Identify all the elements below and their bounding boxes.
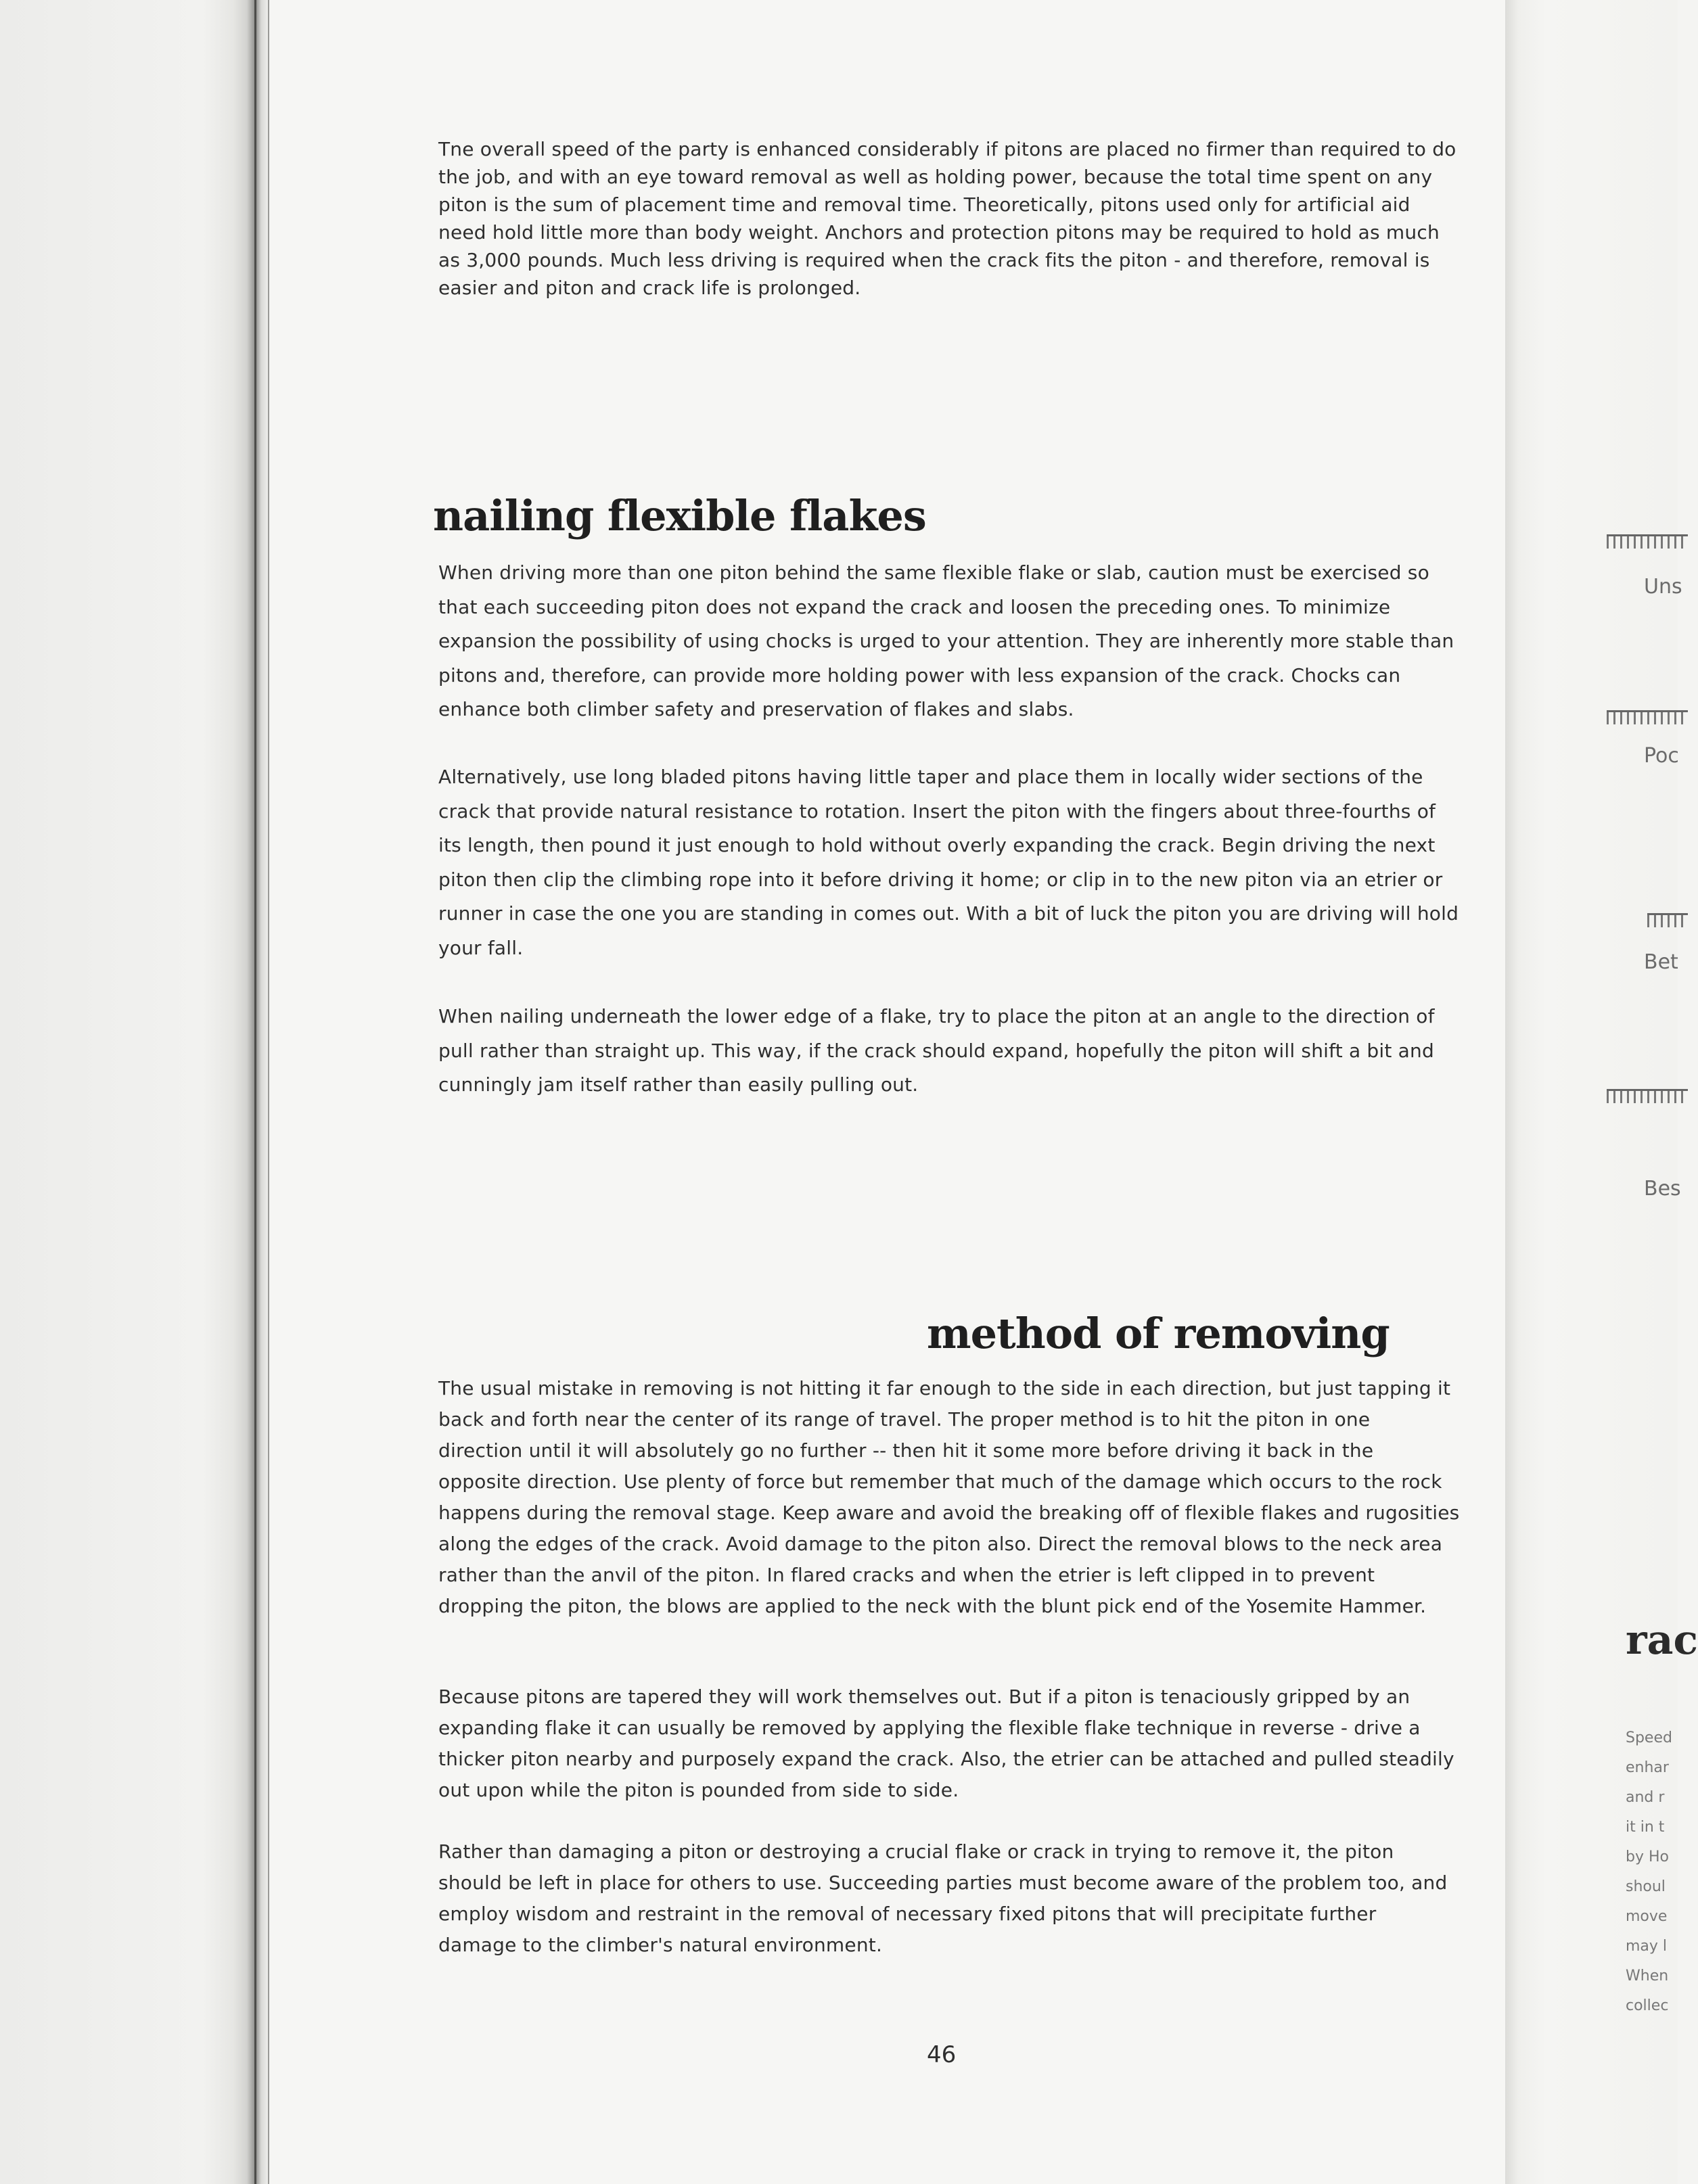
section-heading-method-of-removing: method of removing [927, 1309, 1390, 1358]
adjacent-heading: rac [1626, 1617, 1698, 1664]
adjacent-text-line: collec [1626, 1997, 1669, 2014]
body-paragraph: When nailing underneath the lower edge of a flake, try to place the piton at an angle to the direction of pull rather than straight up. This way, if the crack should expand, hopefully the piton will shift a bit and cunningly jam itself rather than easily pulling out. [438, 1005, 1435, 1096]
adjacent-text [1626, 1723, 1680, 2021]
adjacent-label: Uns [1644, 575, 1682, 599]
piton-diagram [1607, 534, 1688, 563]
intro-paragraph: Tne overall speed of the party is enhanced considerably if pitons are placed no firmer than required to do the job, and with an eye toward removal as well as holding power, because the total time spent on any piton is the sum of placement time and removal time. Theoretically, pitons used only for artificial aid need hold little more than body weight. Anchors and protection pitons may be required to hold as much as 3,000 pounds. Much less driving is required when the crack fits the piton - and therefore, removal is easier and piton and crack life is prolonged. [438, 138, 1456, 299]
body-paragraph: Alternatively, use long bladed pitons having little taper and place them in locally wider sections of the crack that provide natural resistance to rotation. Insert the piton with the fingers about three-fourths of its length, then pound it just enough to hold without overly expanding the crack. Begin driving the next piton then clip the climbing rope into it before driving it home; or clip in to the new piton via an etrier or runner in case the one you are standing in comes out. With a bit of luck the piton you are driving will hold your fall. [438, 766, 1459, 959]
binding-edge-line [254, 0, 256, 2184]
piton-diagram [1607, 1089, 1688, 1118]
body-paragraph: Rather than damaging a piton or destroying a crucial flake or crack in trying to remove it, the piton should be left in place for others to use. Succeeding parties must become aware of the problem too, and employ wisdom and restraint in the removal of necessary fixed pitons that will precipitate further damage to the climber's natural environment. [438, 1840, 1448, 1956]
adjacent-page-edge [1505, 0, 1698, 2184]
adjacent-text-line: enhar [1626, 1759, 1669, 1776]
adjacent-text-line: it in t [1626, 1819, 1665, 1836]
adjacent-text-line: and r [1626, 1789, 1665, 1806]
section-heading-nailing-flexible-flakes: nailing flexible flakes [433, 491, 926, 540]
piton-diagram [1647, 913, 1688, 942]
adjacent-text-line: When [1626, 1968, 1669, 1984]
body-paragraph: Because pitons are tapered they will work themselves out. But if a piton is tenaciously gripped by an expanding flake it can usually be removed by applying the flexible flake technique in reverse - drive a thicker piton nearby and purposely expand the crack. Also, the etrier can be attached and pulled steadily out upon while the piton is pounded from side to side. [438, 1686, 1454, 1801]
body-paragraph: The usual mistake in removing is not hitting it far enough to the side in each direction, but just tapping it back and forth near the center of its range of travel. The proper method is to hit the piton in one direction until it will absolutely go no further -- then hit it some more before driving it back in the opposite direction. Use plenty of force but remember that much of the damage which occurs to the rock happens during the removal stage. Keep aware and avoid the breaking off of flexible flakes and rugosities along the edges of the crack. Avoid damage to the piton also. Direct the removal blows to the neck area rather than the anvil of the piton. In flared cracks and when the etrier is left clipped in to prevent dropping the piton, the blows are applied to the neck with the blunt pick end of the Yosemite Hammer. [438, 1377, 1460, 1617]
book-binding-gutter [0, 0, 271, 2184]
adjacent-label: Bes [1644, 1177, 1681, 1201]
piton-diagram [1607, 710, 1688, 739]
adjacent-text-line: by Ho [1626, 1849, 1669, 1865]
adjacent-text-line: may l [1626, 1938, 1668, 1955]
adjacent-text-line: Speed [1626, 1729, 1672, 1746]
adjacent-label: Poc [1644, 744, 1679, 768]
adjacent-label: Bet [1644, 950, 1678, 974]
binding-edge-line [268, 0, 269, 2184]
page-number: 46 [927, 2041, 957, 2068]
adjacent-text-line: move [1626, 1908, 1668, 1925]
body-paragraph: When driving more than one piton behind the same flexible flake or slab, caution must be exercised so that each succeeding piton does not expand the crack and loosen the preceding ones. To minimize expansion the possibility of using chocks is urged to your attention. They are inherently more stable than pitons and, therefore, can provide more holding power with less expansion of the crack. Chocks can enhance both climber safety and preservation of flakes and slabs. [438, 561, 1454, 720]
adjacent-text-line: shoul [1626, 1878, 1666, 1895]
